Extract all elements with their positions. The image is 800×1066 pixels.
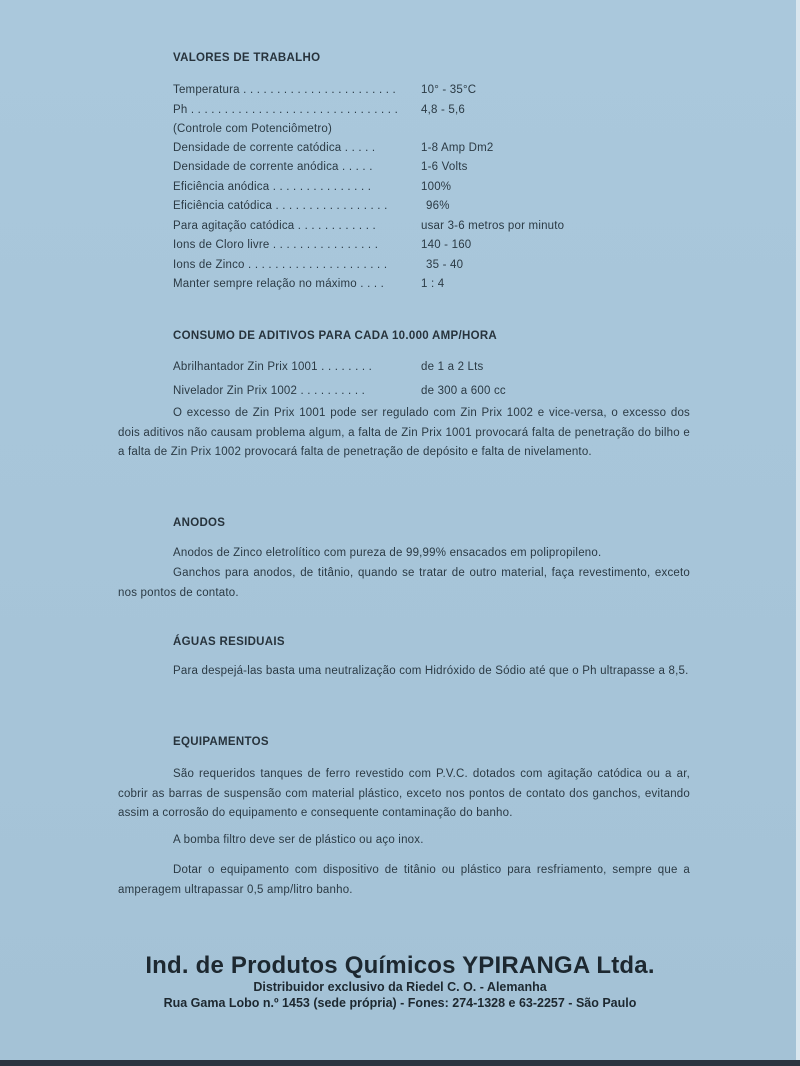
heading-aguas: ÁGUAS RESIDUAIS <box>173 636 285 648</box>
row-value: 35 - 40 <box>426 259 464 271</box>
address-line: Rua Gama Lobo n.º 1453 (sede própria) - Fones: 274-1328 e 63-2257 - São Paulo <box>163 996 637 1010</box>
row-label: Abrilhantador Zin Prix 1001 . . . . . . . . <box>173 361 373 373</box>
page-edge <box>796 0 800 1066</box>
heading-consumo: CONSUMO DE ADITIVOS PARA CADA 10.000 AMP/HORA <box>173 330 498 342</box>
equipamentos-paragraph-3 <box>118 861 690 900</box>
paragraph-text: Para despejá-las basta uma neutralização com Hidróxido de Sódio até que o Ph ultrapasse a 8,5. <box>173 665 689 677</box>
paragraph-text: Dotar o equipamento com dispositivo de titânio ou plástico para resfriamento, sempre que a amperagem ultrapassar 0,5 amp/litro banho. <box>118 864 690 896</box>
row-label: Eficiência anódica . . . . . . . . . . . . . . . <box>173 181 372 193</box>
paragraph-text: O excesso de Zin Prix 1001 pode ser regulado com Zin Prix 1002 e vice-versa, o excesso dos dois aditivos não causam problema algum, a falta de Zin Prix 1001 provocará falta de penetração do bilho e a falta de Zin Prix 1002 provocará falta de penetração de depósito e falta de nivelamento. <box>118 407 690 458</box>
row-label: Manter sempre relação no máximo . . . . <box>173 278 385 290</box>
consumo-paragraph <box>118 404 690 463</box>
row-label: (Controle com Potenciômetro) <box>173 123 332 135</box>
heading-anodos: ANODOS <box>173 517 226 529</box>
row-label: Temperatura . . . . . . . . . . . . . . . . . . . . . . . <box>173 84 396 96</box>
row-label: Ions de Zinco . . . . . . . . . . . . . . . . . . . . . <box>173 259 388 271</box>
row-value: 4,8 - 5,6 <box>421 104 465 116</box>
row-label: Densidade de corrente catódica . . . . . <box>173 142 376 154</box>
row-label: Densidade de corrente anódica . . . . . <box>173 161 373 173</box>
anodos-paragraph-1 <box>118 544 690 564</box>
row-value: 1 : 4 <box>421 278 445 290</box>
paragraph-text: A bomba filtro deve ser de plástico ou aço inox. <box>173 834 424 846</box>
company-name: Ind. de Produtos Químicos YPIRANGA Ltda. <box>145 952 655 979</box>
scan-border <box>0 1060 800 1066</box>
row-label: Para agitação catódica . . . . . . . . . . . . <box>173 220 376 232</box>
row-value: 10° - 35°C <box>421 84 477 96</box>
aguas-paragraph <box>118 662 690 682</box>
anodos-paragraph-2 <box>118 564 690 603</box>
row-value: 1-8 Amp Dm2 <box>421 142 494 154</box>
row-label: Ph . . . . . . . . . . . . . . . . . . . . . . . . . . . . . . . <box>173 104 398 116</box>
equipamentos-paragraph-2 <box>118 831 690 851</box>
paragraph-text: São requeridos tanques de ferro revestido com P.V.C. dotados com agitação catódica ou a ar, cobrir as barras de suspensão com material plástico, exceto nos pontos de contato dos ganchos, evitando assim a corrosão do equipamento e consequente contaminação do banho. <box>118 768 690 819</box>
row-value: 140 - 160 <box>421 239 472 251</box>
equipamentos-paragraph-1 <box>118 765 690 824</box>
heading-equipamentos: EQUIPAMENTOS <box>173 736 269 748</box>
row-label: Eficiência catódica . . . . . . . . . . . . . . . . . <box>173 200 388 212</box>
row-value: 96% <box>426 200 450 212</box>
row-value: 100% <box>421 181 452 193</box>
paragraph-text: Ganchos para anodos, de titânio, quando se tratar de outro material, faça revestimento, exceto nos pontos de contato. <box>118 567 690 599</box>
row-value: de 1 a 2 Lts <box>421 361 484 373</box>
row-label: Ions de Cloro livre . . . . . . . . . . . . . . . . <box>173 239 379 251</box>
heading-valores: VALORES DE TRABALHO <box>173 52 321 64</box>
row-value: 1-6 Volts <box>421 161 468 173</box>
row-value: de 300 a 600 cc <box>421 385 506 397</box>
row-value: usar 3-6 metros por minuto <box>421 220 565 232</box>
distributor-line: Distribuidor exclusivo da Riedel C. O. - Alemanha <box>253 980 547 994</box>
row-label: Nivelador Zin Prix 1002 . . . . . . . . . . <box>173 385 366 397</box>
paragraph-text: Anodos de Zinco eletrolítico com pureza de 99,99% ensacados em polipropileno. <box>173 547 602 559</box>
